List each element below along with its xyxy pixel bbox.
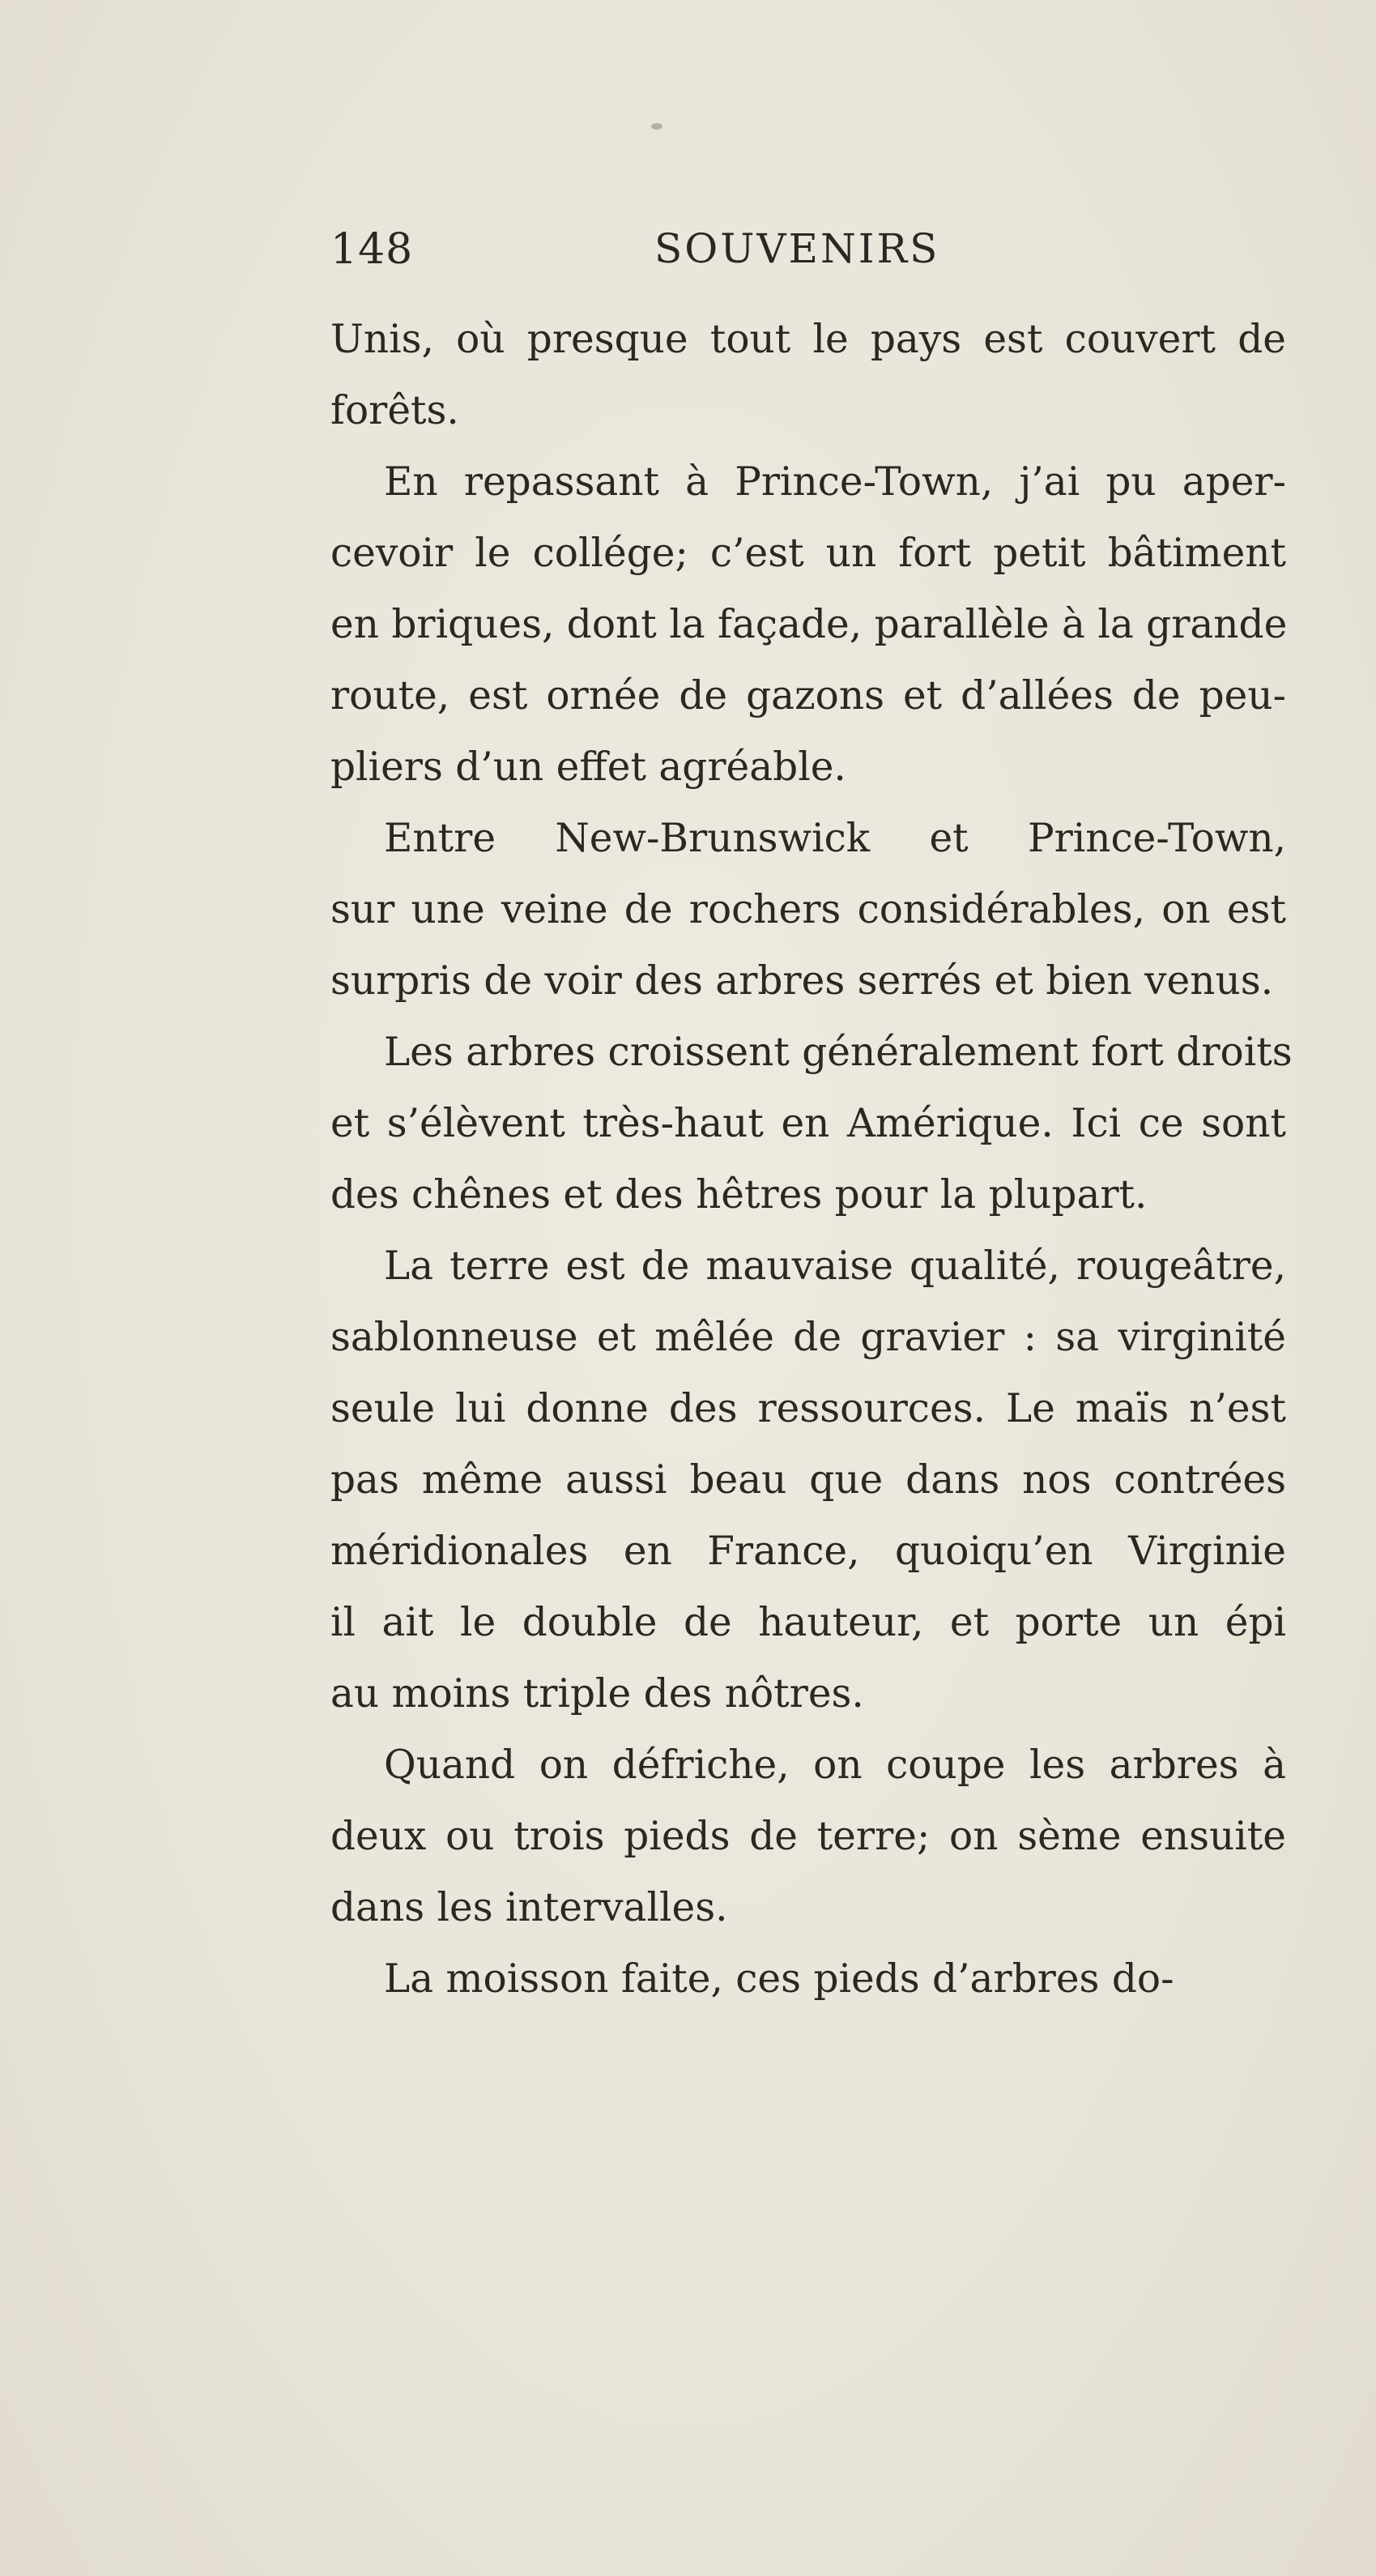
paragraph xyxy=(330,1729,1286,1943)
text-line: Unis, où presque tout le pays est couvert de xyxy=(330,317,1286,362)
text-line: au moins triple des nôtres. xyxy=(330,1671,864,1717)
running-head: SOUVENIRS xyxy=(654,225,940,272)
text-line: route, est ornée de gazons et d’allées de peu- xyxy=(330,673,1286,719)
body-text xyxy=(330,304,1293,2015)
ink-speck xyxy=(651,123,662,130)
text-line: en briques, dont la façade, parallèle à la grande xyxy=(330,602,1288,647)
text-line: dans les intervalles. xyxy=(330,1885,728,1930)
text-line: En repassant à Prince-Town, j’ai pu aper- xyxy=(384,459,1286,505)
paragraph xyxy=(330,304,1286,446)
text-line: et s’élèvent très-haut en Amérique. Ici ce sont xyxy=(330,1101,1286,1146)
paragraph xyxy=(330,1017,1293,1230)
text-line: surpris de voir des arbres serrés et bien venus. xyxy=(330,958,1273,1004)
text-line: seule lui donne des ressources. Le maïs n’est xyxy=(330,1386,1286,1431)
page-header xyxy=(330,225,1286,290)
page-number: 148 xyxy=(330,225,414,274)
text-line: La moisson faite, ces pieds d’arbres do- xyxy=(384,1956,1174,2002)
text-line: sablonneuse et mêlée de gravier : sa virginité xyxy=(330,1315,1286,1360)
text-line: cevoir le collége; c’est un fort petit bâtiment xyxy=(330,531,1286,576)
paragraph xyxy=(330,1230,1286,1729)
text-line: Quand on défriche, on coupe les arbres à xyxy=(384,1742,1286,1788)
text-line: pas même aussi beau que dans nos contrées xyxy=(330,1457,1286,1503)
paragraph xyxy=(330,446,1286,803)
paragraph xyxy=(330,1943,1286,2015)
text-line: des chênes et des hêtres pour la plupart. xyxy=(330,1172,1148,1218)
text-line: Les arbres croissent généralement fort droits xyxy=(384,1030,1293,1075)
text-line: méridionales en France, quoiqu’en Virginie xyxy=(330,1529,1286,1574)
text-line: forêts. xyxy=(330,388,459,433)
text-line: deux ou trois pieds de terre; on sème ensuite xyxy=(330,1814,1286,1859)
paragraph xyxy=(330,803,1286,1017)
text-line: La terre est de mauvaise qualité, rougeâtre, xyxy=(384,1243,1286,1289)
text-line: pliers d’un effet agréable. xyxy=(330,744,846,790)
text-line: il ait le double de hauteur, et porte un épi xyxy=(330,1600,1286,1645)
text-line: Entre New-Brunswick et Prince-Town, xyxy=(384,816,1286,861)
text-line: sur une veine de rochers considérables, on est xyxy=(330,887,1286,932)
